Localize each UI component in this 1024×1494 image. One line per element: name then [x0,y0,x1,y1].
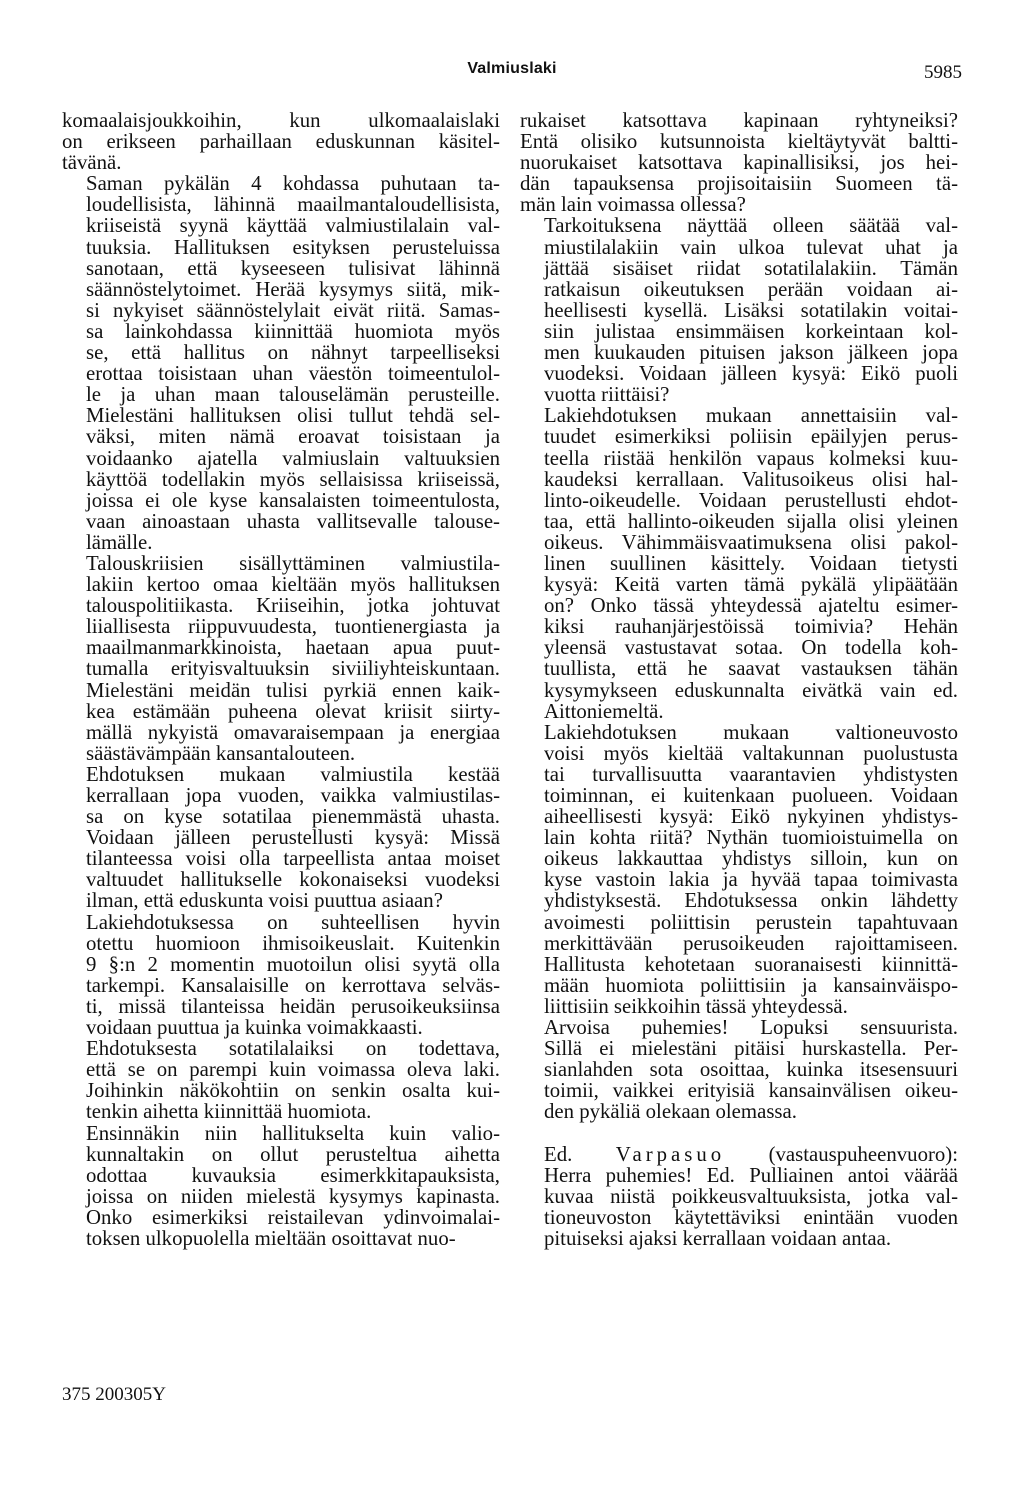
page-number: 5985 [924,62,962,83]
text-line: Joihinkin näkökohtiin on senkin osalta kui- [86,1079,500,1103]
text-line: lain kohta riitä? Nythän tuomioistuimella on [544,826,958,850]
text-line: siin julistaa ensimmäisen korkeintaan kol- [544,319,958,343]
running-title: Valmiuslaki [467,60,557,77]
text-line: linto-oikeudelle. Voidaan perustellusti ehdot- [544,488,958,512]
text-line: tarkempi. Kansalaisille on kerrottava selväs- [86,973,500,997]
text-line: liiallisesta riippuvuudesta, tuontienergiasta ja [86,615,500,639]
text-line: säännöstelytoimet. Herää kysymys siitä, mik- [86,277,500,301]
text-line: ti, missä tilanteissa heidän perusoikeuksiinsa [86,994,500,1018]
text-line: men kuukauden pituisen jakson jälkeen jopa [544,341,958,365]
paragraph [62,173,500,553]
paragraph [520,1017,958,1122]
text-line: Saman pykälän 4 kohdassa puhutaan ta- [86,172,500,196]
text-line: män lain voimassa ollessa? [520,193,746,217]
text-line: yleensä vastustavat sotaa. On todella koh- [544,636,958,660]
text-line: talouspolitiikasta. Kriiseihin, jotka johtuvat [86,594,500,618]
text-line: tuuksia. Hallituksen esityksen perusteluissa [86,235,500,259]
paragraph [62,553,500,764]
right-column [520,110,958,1123]
text-line: on? Onko tässä yhteydessä ajateltu esimer- [544,594,958,618]
paragraph [520,215,958,405]
text-line: kaudeksi kerrallaan. Valitusoikeus olisi hal- [544,467,958,491]
text-line: Herra puhemies! Ed. Pulliainen antoi väärää [544,1163,958,1187]
text-line: kiksi rauhanjärjestöissä toimivia? Hehän [544,615,958,639]
text-line: erottaa toisistaan uhan väestön toimeentulol- [86,362,500,386]
speech-role: (vastauspuheenvuoro): [768,1142,959,1166]
text-line: voidaanko ajatella valmiuslain valtuuksien [86,446,500,470]
text-line: on erikseen parhaillaan eduskunnan käsitel- [62,130,500,154]
text-line: voisi myös kieltää valtakunnan puolustusta [544,741,958,765]
text-line: että se on parempi kuin voimassa oleva laki. [86,1058,500,1082]
text-line: kriiseistä syynä käyttää valmiustilalain val- [86,214,500,238]
text-line: kea estämään puheena olevat kriisit siirty- [86,699,500,723]
paragraph [62,764,500,912]
text-line: tuullista, että he saavat vastauksen tähän [544,657,958,681]
text-line: Mielestäni meidän tulisi pyrkiä ennen kaik- [86,678,500,702]
text-line: Talouskriisien sisällyttäminen valmiustila- [86,551,500,575]
text-line: tuudet esimerkiksi poliisin epäilyjen perus- [544,425,958,449]
text-line: Hallitusta kehotetaan suoranaisesti kiinnittä- [544,952,958,976]
text-line: Ehdotuksesta sotatilalaiksi on todettava, [86,1037,500,1061]
text-line: yhdistyksestä. Ehdotuksessa onkin lähdetty [544,889,958,913]
text-line: vaan ainoastaan uhasta vallitsevalle talouse- [86,509,500,533]
paragraph [62,912,500,1039]
text-line: lämälle. [86,530,153,554]
text-line: kysymykseen eduskunnalta eivätkä vain ed. [544,678,958,702]
text-line: nuorukaiset katsottava kapinallisiksi, jos hei- [520,151,958,175]
text-line: joissa ei ole kyse kansalaisten toimeentulosta, [86,488,500,512]
running-header [0,60,1024,90]
text-line: 9 §:n 2 momentin muotoilun olisi syytä olla [86,952,500,976]
text-line: oikeus lakkauttaa yhdistys silloin, kun on [544,847,958,871]
text-line: otettu huomioon ihmisoikeuslait. Kuitenkin [86,931,500,955]
text-line: Onko esimerkiksi reistailevan ydinvoimalai- [86,1205,500,1229]
paragraph [520,405,958,721]
text-line: sianlahden sota osoittaa, kuinka itsesensuuri [544,1058,958,1082]
text-line: tioneuvoston käytettäviksi enintään vuoden [544,1205,958,1229]
text-line: dän tapauksensa projisoitaisiin Suomeen tä- [520,172,958,196]
text-line: kerrallaan jopa vuoden, vaikka valmiustilas- [86,784,500,807]
footer-code: 375 200305Y [62,1384,166,1405]
text-line: miustilalakiin vain ulkoa tulevat uhat ja [544,235,958,259]
text-line: toimii, vaikkei erityisiä kansainvälisen oikeu- [544,1079,958,1103]
text-line: valtuudet hallitukselle kokonaiseksi vuodeksi [86,868,500,892]
paragraph [62,1123,500,1250]
text-line: le ja uhan maan talouselämän perusteille. [86,383,500,407]
text-line: ratkaisun oikeutuksen perään voidaan ai- [544,277,958,301]
text-line: maailmanmarkkinoista, haetaan apua puut- [86,636,500,660]
speech-paragraph [520,1144,958,1249]
text-line: si nykyiset säännöstelylait eivät riitä. Samas- [86,298,500,322]
text-line: sanotaan, että kyseeseen tulisivat lähinnä [86,256,500,280]
text-line: voidaan puuttua ja kuinka voimakkaasti. [86,1016,423,1040]
text-line: Ehdotuksen mukaan valmiustila kestää [86,762,500,786]
text-line: lakiin kertoo omaa kieltään myös hallituksen [86,573,500,597]
text-line: ilman, että eduskunta voisi puuttua asiaan? [86,889,443,913]
text-line: se, että hallitus on nähnyt tarpeelliseksi [86,341,500,365]
text-line: Entä olisiko kutsunnoista kieltäytyvät baltti- [520,130,958,154]
text-line: tumalla erityisvaltuuksin siviiliyhteiskuntaan. [86,657,500,681]
text-line: sa on kyse sotatilaa pienemmästä uhasta. [86,805,500,829]
text-line: tai turvallisuutta vaarantavien yhdistysten [544,762,958,786]
text-line: väksi, miten nämä eroavat toisistaan ja [86,425,500,449]
paragraph [520,110,958,215]
text-line: kuvaa niistä poikkeusvaltuuksista, jotka val- [544,1184,958,1208]
text-line: sa lainkohdassa kiinnittää huomiota myös [86,319,500,343]
text-line: Lakiehdotuksen mukaan annettaisiin val- [544,404,958,428]
text-line: Lakiehdotuksen mukaan valtioneuvosto [544,720,958,744]
paragraph [62,1038,500,1122]
text-line: aiheellisesti kysyä: Eikö nykyinen yhdistys- [544,805,958,829]
text-line: tilanteessa voisi olla tarpeellista antaa moiset [86,847,500,871]
left-column [62,110,500,1249]
text-line: oikeus. Vähimmäisvaatimuksena olisi pakol- [544,530,958,554]
text-line: odottaa kuvauksia esimerkkitapauksista, [86,1163,500,1187]
text-line: Ensinnäkin niin hallitukselta kuin valio- [86,1121,500,1145]
text-line: Lakiehdotuksessa on suhteellisen hyvin [86,910,500,934]
text-line: komaalaisjoukkoihin, kun ulkomaalaislaki [62,109,500,132]
text-line: Aittoniemeltä. [544,699,664,723]
text-line: den pykäliä olekaan olemassa. [544,1100,797,1124]
text-line: Sillä ei mielestäni pitäisi hurskastella. Per- [544,1037,958,1061]
text-line: vuodeksi. Voidaan jälleen kysyä: Eikö puoli [544,362,958,386]
text-line: Arvoisa puhemies! Lopuksi sensuurista. [544,1016,958,1040]
text-line: merkittävään perusoikeuden rajoittamiseen. [544,931,958,955]
speech-lines [520,1165,958,1249]
text-line: avoimesti poliittisin perustein tapahtuvaan [544,910,958,934]
text-line: Mielestäni hallituksen olisi tullut tehdä sel- [86,404,500,428]
text-line: taa, että hallinto-oikeuden sijalla olisi yleinen [544,509,958,533]
right-column-wrapper [520,110,958,1249]
text-line: liittisiin seikkoihin tässä yhteydessä. [544,994,848,1018]
text-line: kysyä: Keitä varten tämä pykälä ylipäätään [544,573,958,597]
text-line: teella riistää henkilön vapaus kolmeksi kuu- [544,446,958,470]
text-line: toksen ulkopuolella mieltään osoittavat nuo- [86,1226,456,1250]
text-line: heellisesti kysellä. Lisäksi sotatilakin voitai- [544,298,958,322]
text-line: toiminnan, ei kuitenkaan puolueen. Voidaan [544,784,958,807]
text-line: kyse vastoin lakia ja hyvää tapaa toimivasta [544,868,958,892]
text-line: Tarkoituksena näyttää olleen säätää val- [544,214,958,238]
text-line: tenkin aihetta kiinnittää huomiota. [86,1100,372,1124]
text-line: kunnaltakin on ollut perusteltua aihetta [86,1142,500,1166]
text-line: vuotta riittäisi? [544,383,670,407]
text-line: rukaiset katsottava kapinaan ryhtyneiksi? [520,109,958,132]
text-line: loudellisista, lähinnä maailmantaloudellisista, [86,193,500,217]
speech-first-line [520,1144,958,1165]
paragraph [520,722,958,1017]
text-line: tävänä. [62,151,122,175]
text-line: joissa on niiden mielestä kysymys kapinasta. [86,1184,500,1208]
speaker-name: Varpasuo [615,1142,726,1166]
text-line: mään huomiota poliittisiin ja kansainväispo- [544,973,958,997]
paragraph [62,110,500,173]
speech-prefix: Ed. [544,1142,573,1166]
text-line: säästävämpään kansantalouteen. [86,741,356,765]
text-line: linen suullinen käsittely. Voidaan tietysti [544,551,958,575]
text-line: Voidaan jälleen perustellusti kysyä: Missä [86,826,500,850]
text-line: mällä nykyistä omavaraisempaan ja energiaa [86,720,500,744]
text-line: käyttöä todellakin myös sellaisissa kriiseissä, [86,467,500,491]
text-line: pituiseksi ajaksi kerrallaan voidaan antaa. [544,1226,892,1250]
text-line: jättää sisäiset riidat sotatilalakiin. Tämän [544,256,958,280]
